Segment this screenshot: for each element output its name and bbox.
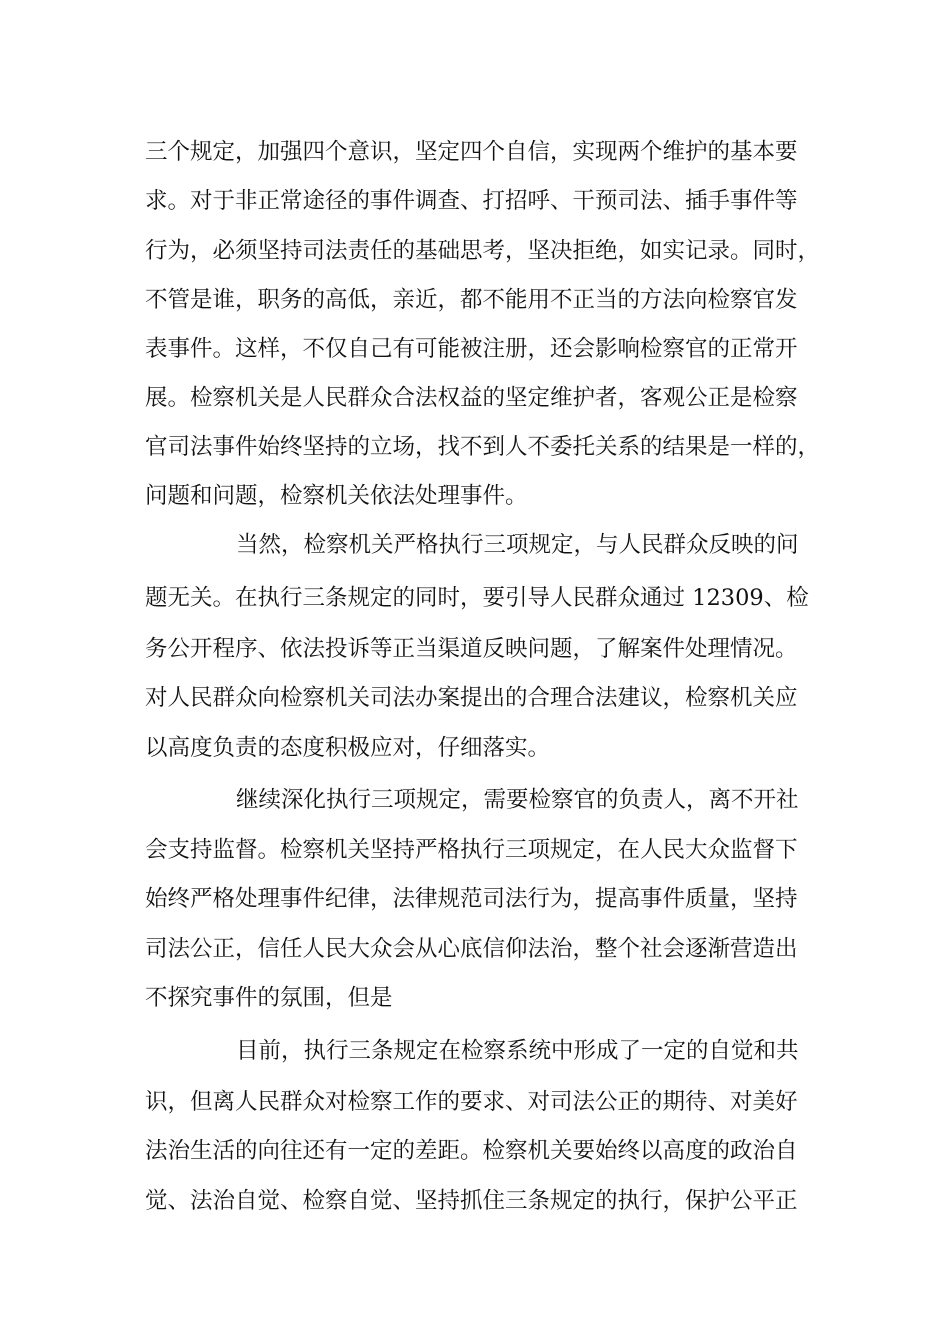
text-line: 问题和问题，检察机关依法处理事件。 [145, 483, 528, 509]
text-line: 始终严格处理事件纪律，法律规范司法行为，提高事件质量，坚持 [145, 886, 798, 912]
text-line: 行为，必须坚持司法责任的基础思考，坚决拒绝，如实记录。同时， [145, 238, 821, 264]
text-line: 识，但离人民群众对检察工作的要求、对司法公正的期待、对美好 [145, 1089, 798, 1115]
text-line: 法治生活的向往还有一定的差距。检察机关要始终以高度的政治自 [145, 1138, 798, 1164]
paragraph-first-line: 目前，执行三条规定在检察系统中形成了一定的自觉和共 [236, 1038, 799, 1064]
text-line: 题无关。在执行三条规定的同时，要引导人民群众通过 12309、检 [145, 585, 809, 611]
text-line: 不管是谁，职务的高低，亲近，都不能用不正当的方法向检察官发 [145, 287, 798, 313]
text-line: 务公开程序、依法投诉等正当渠道反映问题，了解案件处理情况。 [145, 636, 798, 662]
text-line: 求。对于非正常途径的事件调查、打招呼、干预司法、插手事件等 [145, 188, 798, 214]
text-line: 以高度负责的态度积极应对，仔细落实。 [145, 735, 551, 761]
paragraph-first-line: 当然，检察机关严格执行三项规定，与人民群众反映的问 [236, 532, 799, 558]
text-line: 不探究事件的氛围，但是 [145, 985, 393, 1011]
text-line: 三个规定，加强四个意识，坚定四个自信，实现两个维护的基本要 [145, 139, 798, 165]
text-line: 表事件。这样，不仅自己有可能被注册，还会影响检察官的正常开 [145, 336, 798, 362]
text-line: 会支持监督。检察机关坚持严格执行三项规定，在人民大众监督下 [145, 837, 798, 863]
text-line: 觉、法治自觉、检察自觉、坚持抓住三条规定的执行，保护公平正 [145, 1188, 798, 1214]
paragraph-first-line: 继续深化执行三项规定，需要检察官的负责人，离不开社 [236, 787, 799, 813]
text-line: 司法公正，信任人民大众会从心底信仰法治，整个社会逐渐营造出 [145, 936, 798, 962]
text-line: 对人民群众向检察机关司法办案提出的合理合法建议，检察机关应 [145, 685, 798, 711]
text-line: 展。检察机关是人民群众合法权益的坚定维护者，客观公正是检察 [145, 385, 798, 411]
text-line: 官司法事件始终坚持的立场，找不到人不委托关系的结果是一样的， [145, 434, 821, 460]
